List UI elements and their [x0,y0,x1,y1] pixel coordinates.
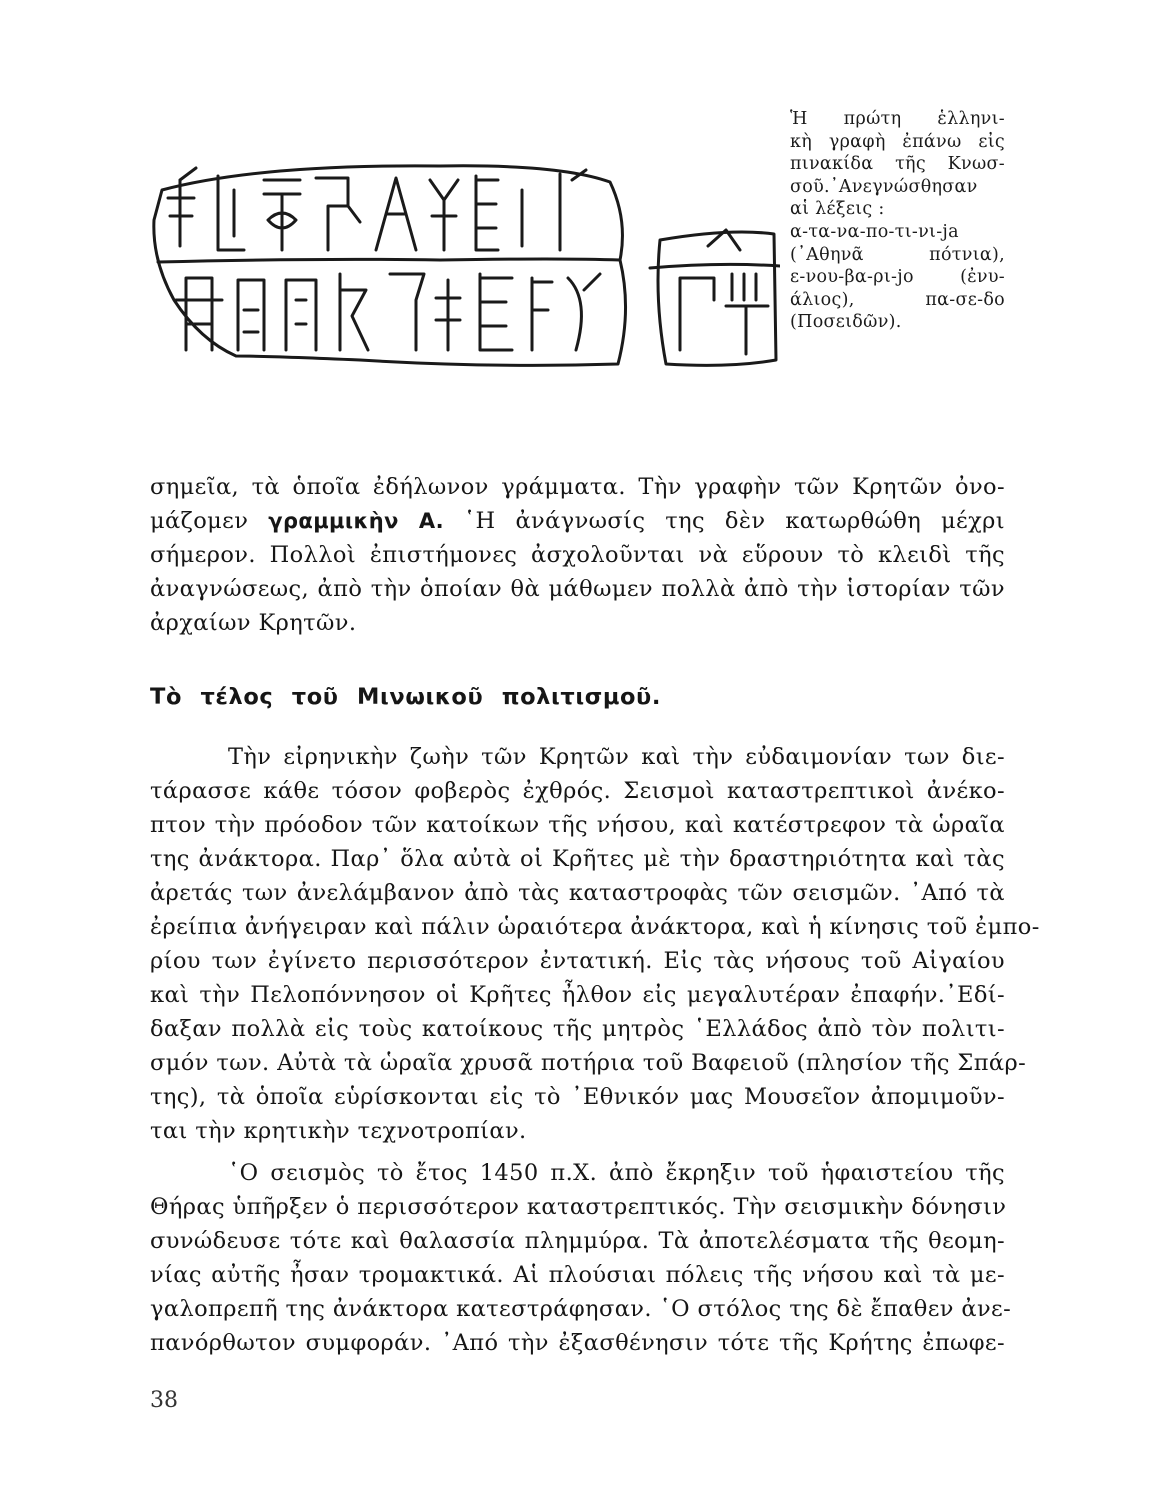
text-line: δαξαν πολλὰ εἰς τοὺς κατοίκους τῆς μητρὸς ῾Ελλάδος ἀπὸ τὸν πολιτι- [150,1016,1005,1042]
paragraph-earthquakes [150,740,1040,1148]
text-line [150,504,1005,538]
text-line: ἀρετάς των ἀνελάμβανον ἀπὸ τὰς καταστροφὰς τῶν σεισμῶν. ᾽Από τὰ [150,880,1005,906]
text-line: ἀρχαίων Κρητῶν. [150,610,357,636]
caption-line: (Ποσειδῶν). [790,312,902,333]
linear-b-tablet-drawing [140,150,780,390]
text-line: ἐρείπια ἀνήγειραν καὶ πάλιν ὡραιότερα ἀνάκτορα, καὶ ἡ κίνησις τοῦ ἐμπο- [150,914,1040,940]
caption-line: κὴ γραφὴ ἐπάνω εἰς [790,131,1005,152]
caption-line: ε-νου-βα-ρι-jo (ἐνυ- [790,267,1005,288]
caption-line: α-τα-να-πο-τι-νι-ja [790,221,959,242]
text-line: γαλοπρεπῆ της ἀνάκτορα κατεστράφησαν. ῾Ο στόλος της δὲ ἔπαθεν ἀνε- [150,1296,1012,1322]
text-line: πτον τὴν πρόοδον τῶν κατοίκων τῆς νήσου, καὶ κατέστρεφον τὰ ὡραῖα [150,812,1005,838]
text-line: τάρασσε κάθε τόσον φοβερὸς ἐχθρός. Σεισμοὶ καταστρεπτικοὶ ἀνέκο- [150,778,1005,804]
text-line: Θήρας ὑπῆρξεν ὁ περισσότερον καταστρεπτικός. Τὴν σεισμικὴν δόνησιν [150,1194,1007,1220]
section-heading: Τὸ τέλος τοῦ Μινωικοῦ πολιτισμοῦ. [150,684,661,710]
page-number: 38 [150,1388,178,1413]
text-line: της ἀνάκτορα. Παρ᾽ ὅλα αὐτὰ οἱ Κρῆτες μὲ τὴν δραστηριότητα καὶ τὰς [150,846,1005,872]
caption-line: (᾽Αθηνᾶ πότνια), [790,244,1005,265]
emphasis-linear-a: γραμμικὴν Α. [268,509,444,533]
text-line: καὶ τὴν Πελοπόννησον οἱ Κρῆτες ἦλθον εἰς μεγαλυτέραν ἐπαφήν.᾽Εδί- [150,982,1005,1008]
text-run: ῾Η ἀνάγνωσίς της δὲν κατωρθώθη μέχρι [463,508,1005,534]
text-line: ται τὴν κρητικὴν τεχνοτροπίαν. [150,1118,527,1144]
caption-line: πινακίδα τῆς Κνωσ- [790,154,1005,175]
text-line: ῾Ο σεισμὸς τὸ ἔτος 1450 π.Χ. ἀπὸ ἔκρηξιν τοῦ ἡφαιστείου τῆς [228,1160,1005,1186]
text-line: της), τὰ ὁποῖα εὑρίσκονται εἰς τὸ ᾽Εθνικόν μας Μουσεῖον ἀπομιμοῦν- [150,1084,1005,1110]
text-line: ρίου των ἐγίνετο περισσότερον ἐντατική. Εἰς τὰς νήσους τοῦ Αἰγαίου [150,948,1005,974]
caption-line: σοῦ.᾽Ανεγνώσθησαν [790,176,978,197]
text-line: νίας αὐτῆς ἦσαν τρομακτικά. Αἱ πλούσιαι πόλεις τῆς νήσου καὶ τὰ με- [150,1262,1005,1288]
text-run: μάζομεν [150,508,249,534]
paragraph-thera-eruption [150,1156,1012,1360]
text-line: σημεῖα, τὰ ὁποῖα ἐδήλωνον γράμματα. Τὴν γραφὴν τῶν Κρητῶν ὀνο- [150,474,1005,500]
caption-line: Ἡ πρώτη ἑλληνι- [790,109,1005,129]
paragraph-linear-a [150,470,1005,640]
tablet-fragment-right-outline [658,232,776,365]
text-line: Τὴν εἰρηνικὴν ζωὴν τῶν Κρητῶν καὶ τὴν εὐδαιμονίαν των διε- [228,744,1005,770]
text-line: συνώδευσε τότε καὶ θαλασσία πλημμύρα. Τὰ ἀποτελέσματα τῆς θεομη- [150,1228,1005,1254]
text-line: πανόρθωτον συμφοράν. ᾽Από τὴν ἐξασθένησιν τότε τῆς Κρήτης ἐπωφε- [150,1330,1005,1356]
tablet-row-divider [158,259,620,262]
caption-line: αἱ λέξεις : [790,199,885,220]
text-line: ἀναγνώσεως, ἀπὸ τὴν ὁποίαν θὰ μάθωμεν πολλὰ ἀπὸ τὴν ἱστορίαν τῶν [150,576,1005,602]
text-line: σμόν των. Αὐτὰ τὰ ὡραῖα χρυσᾶ ποτήρια τοῦ Βαφειοῦ (πλησίον τῆς Σπάρ- [150,1050,1027,1076]
text-line: σήμερον. Πολλοὶ ἐπιστήμονες ἀσχολοῦνται νὰ εὕρουν τὸ κλειδὶ τῆς [150,542,1005,568]
caption-line: άλιος), πα-σε-δο [790,289,1005,310]
figure-caption [790,108,1005,334]
